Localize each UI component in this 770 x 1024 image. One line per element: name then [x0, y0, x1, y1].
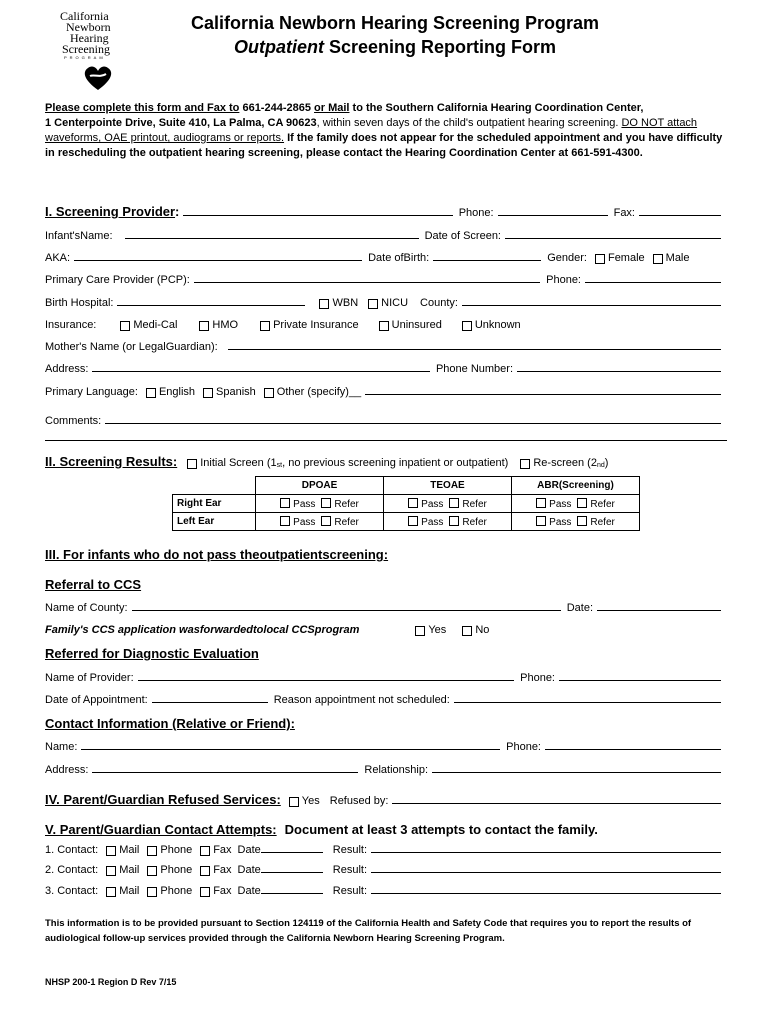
label: Refer — [462, 498, 487, 510]
heart-hand-icon — [78, 62, 118, 92]
appointment-date-field[interactable] — [152, 701, 268, 703]
coordination-phone: Center at 661-591-4300. — [520, 147, 643, 159]
contact-name-row — [45, 737, 727, 753]
label: No — [475, 624, 490, 636]
label: Pass — [549, 516, 572, 528]
label: Private Insurance — [273, 319, 359, 331]
label: Date — [237, 885, 261, 897]
label: Mail — [119, 864, 140, 876]
insurance-row — [45, 315, 727, 331]
mail-address: 1 Centerpointe Drive, Suite 410, La Palma, CA 90623 — [45, 117, 317, 129]
other-language-checkbox[interactable] — [264, 388, 274, 398]
label: Pass — [421, 498, 444, 510]
address-row — [45, 359, 727, 375]
refer-checkbox[interactable] — [321, 498, 331, 508]
comments-row — [45, 411, 727, 427]
comments-field[interactable] — [105, 422, 721, 424]
comments-line-2[interactable] — [45, 440, 727, 441]
appointment-row — [45, 690, 727, 706]
uninsured-checkbox[interactable] — [379, 321, 389, 331]
label: Name of County: — [45, 602, 128, 614]
section-5-title: V. Parent/Guardian Contact Attempts: — [45, 822, 277, 837]
ccs-application-text: Family's CCS application wasforwardedtolocal CCSprogram — [45, 624, 360, 636]
label: Phone Number: — [435, 363, 513, 375]
fax-number: 661-244-2865 — [242, 102, 311, 114]
right-abr-cell — [512, 495, 640, 513]
superscript: st — [276, 462, 283, 469]
program-logo — [60, 10, 124, 97]
label: Pass — [549, 498, 572, 510]
label: NICU — [381, 297, 409, 309]
label: Result: — [332, 885, 368, 897]
intro-text: Please complete this form and Fax to — [45, 102, 240, 114]
refer-checkbox[interactable] — [577, 498, 587, 508]
label: Yes — [428, 624, 447, 636]
blank-cell — [173, 477, 256, 495]
label: Birth Hospital: — [45, 297, 114, 309]
label: Male — [665, 252, 690, 264]
other-language-field[interactable] — [365, 393, 721, 395]
mail-checkbox[interactable] — [106, 846, 116, 856]
label: Phone — [160, 844, 193, 856]
label: Result: — [332, 844, 368, 856]
phone-checkbox[interactable] — [147, 846, 157, 856]
form-number: NHSP 200-1 Region D Rev 7/15 — [45, 977, 177, 987]
legal-footer: This information is to be provided pursuant to Section 124119 of the California Health and Safety Code that requires you to report the results of audiological follow-up services provided through the California Newborn Hearing Screening Program. — [45, 918, 692, 944]
section-5-instructions: Document at least 3 attempts to contact the family. — [284, 822, 598, 837]
refer-checkbox[interactable] — [449, 516, 459, 526]
label: Date: — [566, 602, 593, 614]
label: Phone: — [506, 741, 541, 753]
label: Yes — [301, 795, 320, 807]
label: Pass — [421, 516, 444, 528]
screening-results-row — [45, 451, 727, 469]
english-checkbox[interactable] — [146, 388, 156, 398]
label: Pass — [293, 516, 316, 528]
label: Medi-Cal — [133, 319, 178, 331]
fax-checkbox[interactable] — [200, 887, 210, 897]
label: Phone: — [520, 672, 555, 684]
subtitle-emphasis: Outpatient — [233, 37, 324, 57]
intro-text: or Mail — [314, 102, 350, 114]
label: Other (specify)__ — [276, 386, 362, 398]
label: , no previous screening inpatient or outpatient) — [282, 457, 509, 469]
table-row — [173, 513, 640, 531]
ccs-county-row — [45, 598, 727, 614]
ccs-date-field[interactable] — [597, 609, 721, 611]
label: Refer — [334, 498, 359, 510]
attempt-result-field[interactable] — [371, 871, 721, 873]
label: ) — [604, 457, 609, 469]
label: HMO — [212, 319, 239, 331]
label: Unknown — [474, 319, 521, 331]
hospital-row — [45, 293, 727, 309]
reason-field[interactable] — [454, 701, 721, 703]
ccs-title-row — [45, 574, 727, 592]
phone-checkbox[interactable] — [147, 866, 157, 876]
provider-row — [45, 200, 727, 219]
female-checkbox[interactable] — [595, 254, 605, 264]
ccs-yes-checkbox[interactable] — [415, 626, 425, 636]
ccs-app-row — [45, 620, 727, 636]
attempt-date-field[interactable] — [261, 892, 323, 894]
label: Initial Screen (1 — [200, 457, 277, 469]
refer-checkbox[interactable] — [321, 516, 331, 526]
diagnostic-referral-title: Referred for Diagnostic Evaluation — [45, 646, 259, 661]
fax-checkbox[interactable] — [200, 846, 210, 856]
section-4-row — [45, 789, 727, 807]
right-ear-label: Right Ear — [173, 495, 256, 513]
label: 1. Contact: — [45, 844, 99, 856]
male-checkbox[interactable] — [653, 254, 663, 264]
pass-checkbox[interactable] — [280, 516, 290, 526]
label: County: — [420, 297, 458, 309]
contact-title-row — [45, 713, 727, 731]
intro-text: to the Southern California Hearing Coordination Center, — [352, 102, 644, 114]
rescreen-checkbox[interactable] — [520, 459, 530, 469]
label: Result: — [332, 864, 368, 876]
nicu-checkbox[interactable] — [368, 299, 378, 309]
pcp-field[interactable] — [194, 281, 540, 283]
label: Primary Language: — [45, 386, 138, 398]
logo-line: Newborn — [66, 20, 111, 34]
label: Date ofBirth: — [368, 252, 430, 264]
label: Date of Appointment: — [45, 694, 148, 706]
label: Relationship: — [364, 764, 429, 776]
address-field[interactable] — [92, 370, 430, 372]
form-subtitle — [160, 37, 630, 58]
diag-provider-field[interactable] — [138, 679, 514, 681]
label: Name of Provider: — [45, 672, 134, 684]
refer-checkbox[interactable] — [577, 516, 587, 526]
ccs-county-field[interactable] — [132, 609, 561, 611]
label: WBN — [332, 297, 359, 309]
subtitle-rest: Screening Reporting Form — [323, 37, 557, 57]
label: 2. Contact: — [45, 864, 99, 876]
private-insurance-checkbox[interactable] — [260, 321, 270, 331]
provider-name-row — [45, 668, 727, 684]
label: English — [158, 386, 196, 398]
aka-field[interactable] — [74, 259, 362, 261]
left-teoae-cell — [384, 513, 512, 531]
label: Date of Screen: — [424, 230, 501, 242]
label: Uninsured — [391, 319, 442, 331]
provider-phone-field[interactable] — [498, 214, 608, 216]
label: 3. Contact: — [45, 885, 99, 897]
label: Female — [607, 252, 645, 264]
header-abr: ABR(Screening) — [512, 477, 640, 495]
instructions — [45, 101, 735, 161]
attempt-date-field[interactable] — [261, 871, 323, 873]
aka-row — [45, 248, 727, 264]
label: Comments: — [45, 415, 102, 427]
intro-text: If the family does not appear for the scheduled appointment and you have difficulty in rescheduling the outpatient hearing screening, please contact the Hearing Coordination — [45, 132, 723, 159]
table-row — [173, 495, 640, 513]
section-4-title: IV. Parent/Guardian Refused Services: — [45, 792, 281, 807]
logo-line: California — [60, 9, 109, 23]
contact-info-title: Contact Information (Relative or Friend): — [45, 716, 295, 731]
superscript: nd — [596, 462, 605, 469]
label: Mail — [119, 885, 140, 897]
section-1-title: I. Screening Provider — [45, 204, 176, 219]
label: AKA: — [45, 252, 71, 264]
pcp-row — [45, 270, 727, 286]
attempt-date-field[interactable] — [261, 851, 323, 853]
intro-warning: DO NOT attach waveforms, OAE printout, audiograms or reports. — [45, 117, 698, 144]
label: Refer — [590, 498, 615, 510]
results-table — [172, 476, 640, 531]
diag-title-row — [45, 643, 727, 661]
initial-screen-checkbox[interactable] — [187, 459, 197, 469]
phone-number-field[interactable] — [517, 370, 721, 372]
logo-line: Hearing — [70, 31, 109, 45]
phone-checkbox[interactable] — [147, 887, 157, 897]
form-title: California Newborn Hearing Screening Program — [190, 13, 600, 33]
refused-yes-checkbox[interactable] — [289, 797, 299, 807]
section-2-title: II. Screening Results: — [45, 454, 178, 469]
medi-cal-checkbox[interactable] — [120, 321, 130, 331]
contact-attempt-row — [45, 860, 727, 876]
logo-line: Screening — [62, 42, 110, 56]
label: Phone — [160, 885, 193, 897]
mother-row — [45, 337, 727, 353]
section-1-colon: : — [175, 204, 180, 219]
label: Date — [237, 844, 261, 856]
contact-phone-field[interactable] — [545, 748, 721, 750]
infant-name-field[interactable] — [125, 237, 419, 239]
header-dpoae: DPOAE — [256, 477, 384, 495]
relationship-field[interactable] — [432, 771, 721, 773]
refer-checkbox[interactable] — [449, 498, 459, 508]
infant-row — [45, 226, 727, 242]
label: Insurance: — [45, 319, 97, 331]
label: Phone: — [546, 274, 581, 286]
right-dpoae-cell — [256, 495, 384, 513]
label: Address: — [45, 363, 89, 375]
contact-address-field[interactable] — [92, 771, 358, 773]
pass-checkbox[interactable] — [408, 516, 418, 526]
spanish-checkbox[interactable] — [203, 388, 213, 398]
language-row — [45, 382, 727, 398]
contact-name-field[interactable] — [81, 748, 500, 750]
mail-checkbox[interactable] — [106, 866, 116, 876]
label: Infant'sName: — [45, 230, 113, 242]
section-3-title: III. For infants who do not pass theoutpatientscreening: — [45, 547, 389, 562]
contact-address-row — [45, 760, 727, 776]
ccs-referral-title: Referral to CCS — [45, 577, 142, 592]
label: Fax: — [613, 207, 635, 219]
unknown-checkbox[interactable] — [462, 321, 472, 331]
left-dpoae-cell — [256, 513, 384, 531]
header-teoae: TEOAE — [384, 477, 512, 495]
label: Reason appointment not scheduled: — [273, 694, 450, 706]
label: Refer — [462, 516, 487, 528]
logo-line: PROGRAM — [64, 55, 106, 60]
provider-field[interactable] — [183, 214, 452, 216]
section-3-row — [45, 544, 727, 562]
dob-field[interactable] — [433, 259, 541, 261]
label: Fax — [213, 864, 232, 876]
label: Gender: — [547, 252, 587, 264]
contact-attempt-row — [45, 840, 727, 856]
mother-name-field[interactable] — [228, 348, 721, 350]
refused-by-field[interactable] — [392, 802, 721, 804]
label: Pass — [293, 498, 316, 510]
mail-checkbox[interactable] — [106, 887, 116, 897]
diag-phone-field[interactable] — [559, 679, 721, 681]
wbn-checkbox[interactable] — [319, 299, 329, 309]
pass-checkbox[interactable] — [536, 516, 546, 526]
label: Spanish — [216, 386, 256, 398]
label: Mail — [119, 844, 140, 856]
county-field[interactable] — [462, 304, 721, 306]
label: Refer — [334, 516, 359, 528]
left-abr-cell — [512, 513, 640, 531]
pass-checkbox[interactable] — [408, 498, 418, 508]
hmo-checkbox[interactable] — [199, 321, 209, 331]
label: Refer — [590, 516, 615, 528]
label: Fax — [213, 885, 232, 897]
label: Re-screen (2 — [533, 457, 597, 469]
provider-fax-field[interactable] — [639, 214, 721, 216]
pcp-phone-field[interactable] — [585, 281, 721, 283]
label: Phone: — [458, 207, 494, 219]
table-header-row — [173, 477, 640, 495]
label: Address: — [45, 764, 89, 776]
fax-checkbox[interactable] — [200, 866, 210, 876]
left-ear-label: Left Ear — [173, 513, 256, 531]
label: Mother's Name (or LegalGuardian): — [45, 341, 218, 353]
ccs-no-checkbox[interactable] — [462, 626, 472, 636]
birth-hospital-field[interactable] — [117, 304, 305, 306]
label: Refused by: — [329, 795, 389, 807]
label: Phone — [160, 864, 193, 876]
label: Date — [237, 864, 261, 876]
label: Fax — [213, 844, 232, 856]
date-of-screen-field[interactable] — [505, 237, 721, 239]
right-teoae-cell — [384, 495, 512, 513]
section-5-row — [45, 819, 727, 837]
pass-checkbox[interactable] — [280, 498, 290, 508]
label: Primary Care Provider (PCP): — [45, 274, 190, 286]
label: Name: — [45, 741, 78, 753]
attempt-result-field[interactable] — [371, 892, 721, 894]
attempt-result-field[interactable] — [371, 851, 721, 853]
contact-attempt-row — [45, 881, 727, 897]
intro-text: , within seven days of the child's outpatient hearing screening. — [316, 117, 619, 129]
pass-checkbox[interactable] — [536, 498, 546, 508]
